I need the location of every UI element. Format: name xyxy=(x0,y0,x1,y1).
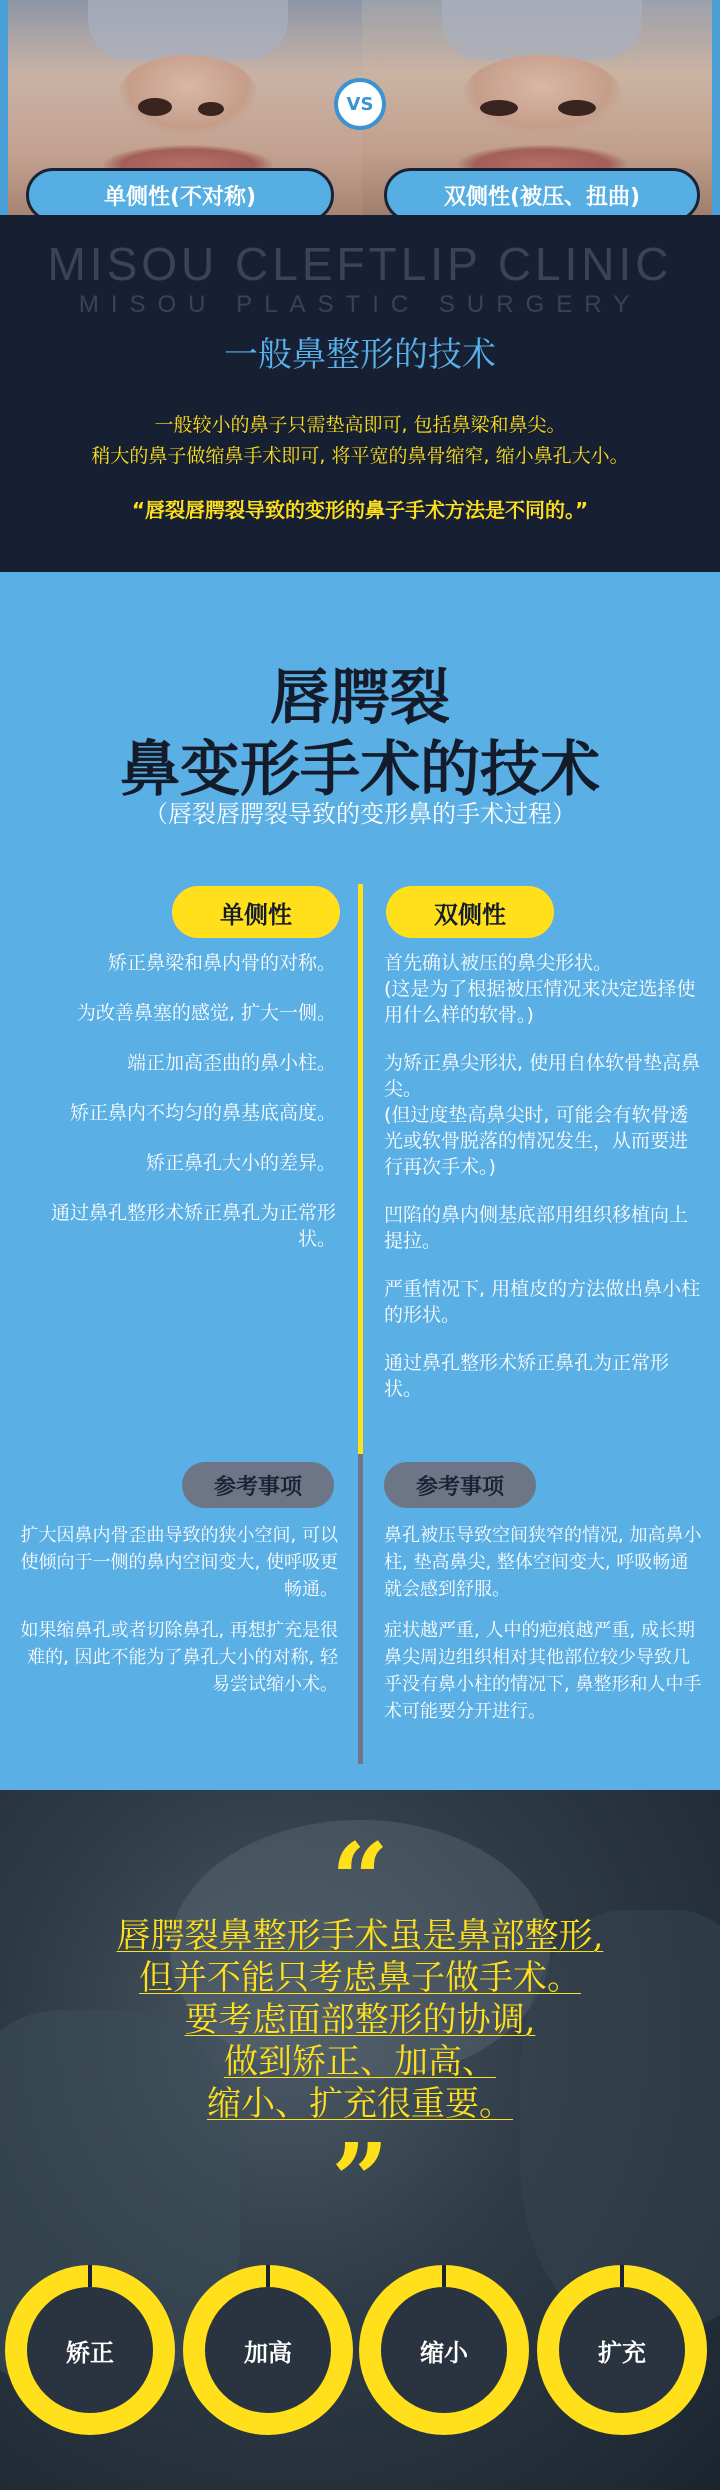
unilateral-header: 单侧性 xyxy=(172,886,340,938)
list-item: 矫正鼻梁和鼻内骨的对称。 xyxy=(107,952,336,974)
intro-quote: “唇裂唇腭裂导致的变形的鼻子手术方法是不同的。” xyxy=(131,498,589,522)
list-item: 首先确认被压的鼻尖形状。 (这是为了根据被压情况来决定选择使用什么样的软骨。) xyxy=(384,952,696,1026)
reference-label-left: 参考事项 xyxy=(182,1462,334,1508)
circle-reduce: 缩小 xyxy=(359,2265,529,2435)
section-title-2: 鼻变形手术的技术 xyxy=(120,735,600,805)
intro-section xyxy=(0,215,720,572)
intro-title: 一般鼻整形的技术 xyxy=(224,335,496,375)
closing-line: 唇腭裂鼻整形手术虽是鼻部整形, xyxy=(116,1916,604,1956)
reference-divider xyxy=(358,1454,363,1764)
unilateral-label: 单侧性(不对称) xyxy=(26,168,334,222)
bilateral-label: 双侧性(被压、扭曲) xyxy=(384,168,700,222)
list-item: 扩大因鼻内骨歪曲导致的狭小空间, 可以使倾向于一侧的鼻内空间变大, 使呼吸更畅通。 xyxy=(20,1525,338,1600)
closing-line: 但并不能只考虑鼻子做手术。 xyxy=(139,1958,581,1998)
reference-label-right: 参考事项 xyxy=(384,1462,536,1508)
section-subtitle: （唇裂唇腭裂导致的变形鼻的手术过程） xyxy=(144,800,576,828)
vs-badge: VS xyxy=(334,78,386,130)
list-item: 矫正鼻孔大小的差异。 xyxy=(145,1152,336,1174)
unilateral-steps xyxy=(16,950,336,1276)
close-quote-icon: ” xyxy=(331,2121,389,2239)
clinic-subtitle: MISOU PLASTIC SURGERY xyxy=(78,291,642,318)
reference-notes-right xyxy=(384,1522,704,1739)
list-item: 症状越严重, 人中的疤痕越严重, 成长期鼻尖周边组织相对其他部位较少导致几乎没有鼻小柱的情况下, 鼻整形和人中手术可能要分开进行。 xyxy=(384,1620,702,1722)
list-item: 鼻孔被压导致空间狭窄的情况, 加高鼻小柱, 垫高鼻尖, 整体空间变大, 呼吸畅通就会感到舒服。 xyxy=(384,1525,702,1600)
list-item: 通过鼻孔整形术矫正鼻孔为正常形状。 xyxy=(50,1202,336,1250)
list-item: 如果缩鼻孔或者切除鼻孔, 再想扩充是很难的, 因此不能为了鼻孔大小的对称, 轻易尝试缩小术。 xyxy=(20,1620,338,1695)
list-item: 为矫正鼻尖形状, 使用自体软骨垫高鼻尖。 (但过度垫高鼻尖时, 可能会有软骨透光或软骨脱落的情况发生，从而要进行再次手术。) xyxy=(384,1052,701,1178)
list-item: 凹陷的鼻内侧基底部用组织移植向上提拉。 xyxy=(384,1204,689,1252)
closing-line: 做到矫正、加高、 xyxy=(224,2042,496,2082)
list-item: 矫正鼻内不均匀的鼻基底高度。 xyxy=(69,1102,336,1124)
section-title-1: 唇腭裂 xyxy=(270,663,450,733)
closing-line: 要考虑面部整形的协调, xyxy=(184,2000,536,2040)
list-item: 严重情况下, 用植皮的方法做出鼻小柱的形状。 xyxy=(384,1278,701,1326)
technique-section xyxy=(0,572,720,1790)
bilateral-header: 双侧性 xyxy=(386,886,554,938)
closing-line: 缩小、扩充很重要。 xyxy=(207,2084,513,2124)
bilateral-steps xyxy=(384,950,704,1424)
open-quote-icon: “ xyxy=(331,1821,389,1939)
list-item: 通过鼻孔整形术矫正鼻孔为正常形状。 xyxy=(384,1352,670,1400)
circle-expand: 扩充 xyxy=(537,2265,707,2435)
list-item: 为改善鼻塞的感觉, 扩大一侧。 xyxy=(76,1002,336,1024)
circle-correct: 矫正 xyxy=(5,2265,175,2435)
column-divider xyxy=(358,884,363,1454)
clinic-name: MISOU CLEFTLIP CLINIC xyxy=(47,238,673,290)
circle-raise: 加高 xyxy=(183,2265,353,2435)
reference-notes-left xyxy=(14,1522,338,1712)
list-item: 端正加高歪曲的鼻小柱。 xyxy=(126,1052,336,1074)
intro-line-1: 一般较小的鼻子只需垫高即可, 包括鼻梁和鼻尖。 xyxy=(154,414,566,436)
closing-section xyxy=(0,1790,720,2490)
intro-line-2: 稍大的鼻子做缩鼻手术即可, 将平宽的鼻骨缩窄, 缩小鼻孔大小。 xyxy=(91,445,629,467)
